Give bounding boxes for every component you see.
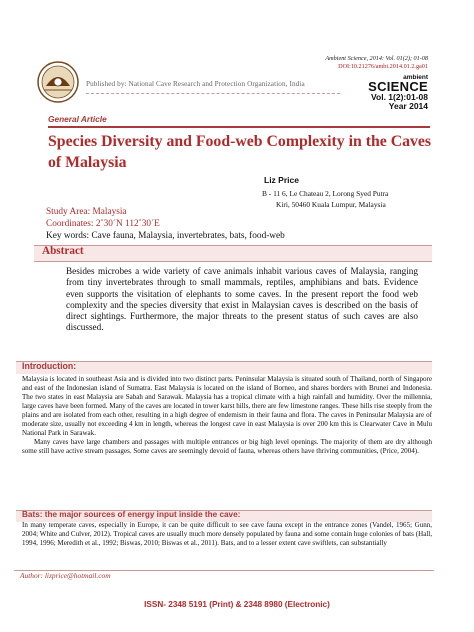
introduction-heading: Introduction: xyxy=(22,361,77,371)
coordinates: Coordinates: 2˚30´N 112˚30´E xyxy=(46,219,160,229)
author-name: Liz Price xyxy=(264,175,299,185)
article-type: General Article xyxy=(48,114,107,124)
abstract-heading-bar xyxy=(34,245,432,262)
journal-logo-icon xyxy=(36,60,80,104)
issn-line: ISSN- 2348 5191 (Print) & 2348 8980 (Electronic) xyxy=(144,600,330,609)
brand-year: Year 2014 xyxy=(388,101,428,111)
introduction-body xyxy=(22,375,432,456)
bats-section-heading: Bats: the major sources of energy input inside the cave: xyxy=(22,510,241,519)
author-address-line1: B - 11 6, Le Chateau 2, Lorong Syed Putra xyxy=(262,189,389,198)
bats-section-body: In many temperate caves, especially in Europe, it can be quite difficult to see cave fauna except in the entrance zones (Vandel, 1965; Gunn, 2004; White and Culver, 2012). Tropical caves are usually much more densely populated by fauna and some contain huge colonies of bats (Hall, 1994, 1996; Meredith et al., 1992; Biswas, 2010; Biswas et al., 2011). Bats, and to a lesser extent cave swiftlets, can substantially xyxy=(22,521,432,547)
author-email[interactable]: Author: lizprice@hotmail.com xyxy=(20,571,111,580)
keywords: Key words: Cave fauna, Malaysia, invertebrates, bats, food-web xyxy=(46,231,285,241)
author-address-line2: Kiri, 50460 Kuala Lumpur, Malaysia xyxy=(276,200,386,209)
brand-small-text: ambient xyxy=(403,74,428,81)
publisher-line: Published by: National Cave Research and Protection Organization, India xyxy=(86,80,305,88)
article-title: Species Diversity and Food-web Complexity in the Caves of Malaysia xyxy=(48,133,432,171)
header-divider xyxy=(86,93,340,94)
study-area: Study Area: Malaysia xyxy=(46,207,127,217)
title-rule xyxy=(48,126,430,128)
abstract-text: Besides microbes a wide variety of cave animals inhabit various caves of Malaysia, ranging from tiny invertebrates through to small mammals, reptiles, amphibians and bats. Evidence even supports the visitation of elephants to some caves. In the present report the food web complexity and the species diversity that exist in Malaysian caves is described on the basis of direct sightings. Furthermore, the major threats to the present status of such caves are also discussed. xyxy=(66,266,418,333)
introduction-heading-bar xyxy=(16,361,432,374)
journal-citation: Ambient Science, 2014: Vol. 01(2); 01-08 xyxy=(325,55,428,62)
journal-doi-link[interactable]: DOI:10.21276/ambi.2014.01.2.ga01 xyxy=(338,62,428,70)
introduction-paragraph-1: Malaysia is located in southeast Asia and is divided into two distinct parts. Peninsular Malaysia is situated south of Thailand, north of Singapore and east of the Indonesian island of Sumatra. East Malaysia is located on the island of Borneo, and shares borders with Brunei and Indonesia. The two states in east Malaysia are Sabah and Sarawak. Malaysia has a tropical climate with a high rainfall and humidity. Over the millennia, large caves have been formed. Many of the caves are located in tower karst hills, there are few limestone ranges. These hills rise steeply from the plains and are isolated from each other, resulting in a high degree of endemism in their fauna and flora. The caves in Peninsular Malaysia are of moderate size, usually not exceeding 4 km in length, whereas the longest cave in east Malaysia is over 200 km this is Clearwater Cave in Mulu National Park in Sarawak. xyxy=(22,375,432,437)
brand-big-text: SCIENCE xyxy=(368,79,428,94)
introduction-paragraph-2: Many caves have large chambers and passages with multiple entrances or big high level openings. The majority of them are dry although some still have active stream passages. Some caves are seemingly devoid of fauna, whereas others have thriving communities, (Price, 2004). xyxy=(22,437,432,455)
journal-brand xyxy=(368,75,428,111)
abstract-heading: Abstract xyxy=(42,245,84,257)
brand-volume: Vol. 1(2):01-08 xyxy=(370,92,428,102)
journal-reference xyxy=(325,55,428,70)
